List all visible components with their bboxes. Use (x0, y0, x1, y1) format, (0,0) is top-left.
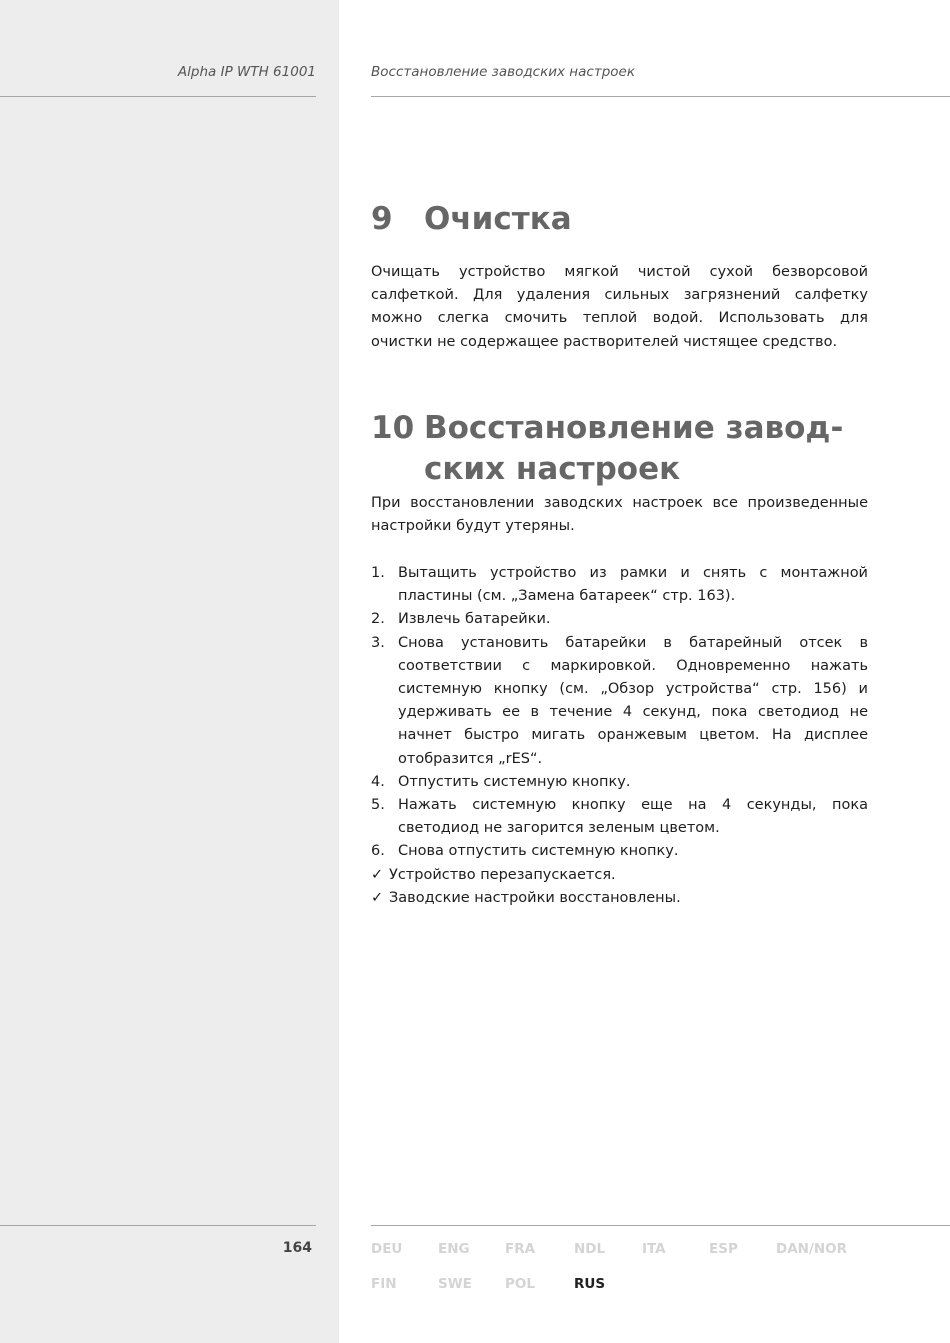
header-chapter-title: Восстановление заводских настроек (371, 64, 635, 80)
step-number: 1. (371, 565, 385, 581)
step-text: Снова установить батарейки в батарейный отсек в соответствии с маркировкой. Одновременно нажать системную кнопку (см. „Обзор устройства“ стр. 156) и удерживать ее в течение 4 секунд, пока светодиод не начнет быстро мигать оранжевым цветом. На дисплее отобразится „rES“. (398, 634, 868, 767)
step-number: 5. (371, 797, 385, 814)
lang-deu: DEU (371, 1241, 403, 1257)
lang-fra: FRA (505, 1241, 536, 1257)
result-item (371, 864, 868, 887)
lang-swe: SWE (438, 1276, 472, 1292)
step-text: Снова отпустить системную кнопку. (398, 843, 679, 860)
lang-dan-nor: DAN/NOR (776, 1241, 848, 1257)
lang-eng: ENG (438, 1241, 470, 1257)
step-item (371, 794, 868, 840)
page-number: 164 (282, 1240, 312, 1256)
step-number: 2. (371, 611, 385, 628)
step-item (371, 632, 868, 771)
step-number: 6. (371, 843, 385, 860)
footer-divider-left (0, 1225, 316, 1226)
step-item (371, 562, 868, 608)
lang-fin: FIN (371, 1276, 397, 1292)
section-10-heading (371, 408, 871, 490)
section-9-number: 9 (371, 201, 393, 237)
checkmark-icon: ✓ (371, 889, 384, 906)
lang-rus-active: RUS (574, 1276, 606, 1292)
header-product-name: Alpha IP WTH 61001 (177, 64, 316, 80)
step-text: Вытащить устройство из рамки и снять с монтажной пластины (см. „Замена батареек“ стр. 163). (398, 565, 868, 605)
step-text: Нажать системную кнопку еще на 4 секунды, пока светодиод не загорится зеленым цветом. (398, 797, 868, 837)
step-number: 4. (371, 773, 385, 790)
step-text: Отпустить системную кнопку. (398, 773, 631, 790)
section-10-title-line2: ских настроек (424, 451, 681, 487)
sidebar-panel (0, 0, 339, 1343)
step-number: 3. (371, 634, 385, 651)
result-item (371, 887, 868, 910)
section-9-title: Очистка (424, 201, 572, 237)
lang-pol: POL (505, 1276, 535, 1292)
header-divider-left (0, 96, 316, 97)
result-text: Устройство перезапускается. (389, 866, 616, 883)
section-10-intro: При восстановлении заводских настроек все произведенные настройки будут утеряны. (371, 495, 868, 535)
step-item (371, 771, 868, 794)
lang-ita: ITA (642, 1241, 666, 1257)
section-10-title-line1: Восстановление завод- (424, 410, 844, 446)
section-9-body: Очищать устройство мягкой чистой сухой безворсовой салфеткой. Для удаления сильных загрязнений салфетку можно слегка смочить теплой водой. Использовать для очистки не содержащее растворителей чистящее средство. (371, 264, 868, 350)
step-text: Извлечь батарейки. (398, 611, 551, 628)
footer-divider-right (371, 1225, 950, 1226)
checkmark-icon: ✓ (371, 866, 384, 883)
header-divider-right (371, 96, 950, 97)
step-item (371, 840, 868, 863)
lang-esp: ESP (709, 1241, 738, 1257)
section-10-number: 10 (371, 410, 415, 446)
steps-list (371, 562, 868, 910)
section-9-heading (371, 199, 871, 240)
lang-ndl: NDL (574, 1241, 606, 1257)
result-text: Заводские настройки восстановлены. (389, 889, 681, 906)
step-item (371, 608, 868, 631)
